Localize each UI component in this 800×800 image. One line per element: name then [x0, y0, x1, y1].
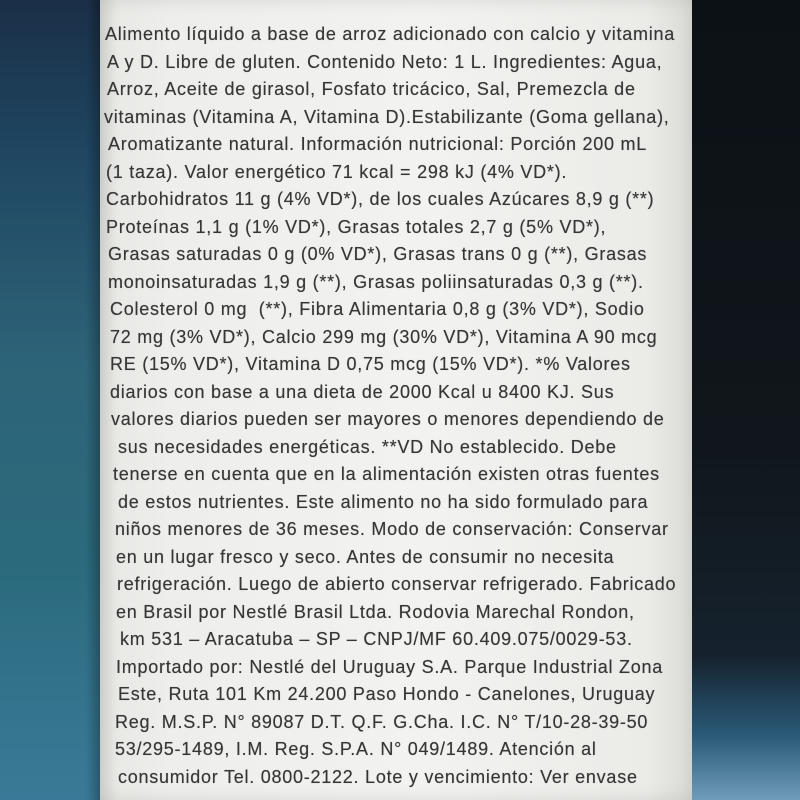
label-line: Alimento líquido a base de arroz adicionado con calcio y vitamina: [105, 24, 676, 44]
label-line: RE (15% VD*), Vitamina D 0,75 mcg (15% VD*). *% Valores: [110, 354, 631, 374]
label-line: en Brasil por Nestlé Brasil Ltda. Rodovia Marechal Rondon,: [116, 601, 635, 622]
label-line: niños menores de 36 meses. Modo de conservación: Conservar: [115, 519, 669, 539]
label-line: Aromatizante natural. Información nutricional: Porción 200 mL: [108, 134, 648, 154]
label-line: Grasas saturadas 0 g (0% VD*), Grasas trans 0 g (**), Grasas: [108, 244, 648, 264]
label-line: de estos nutrientes. Este alimento no ha sido formulado para: [118, 491, 649, 512]
label-line: refrigeración. Luego de abierto conservar refrigerado. Fabricado: [117, 574, 677, 594]
label-line: Colesterol 0 mg (**), Fibra Alimentaria 0,8 g (3% VD*), Sodio: [110, 299, 645, 319]
label-line: valores diarios pueden ser mayores o menores dependiendo de: [111, 409, 665, 429]
label-line: A y D. Libre de gluten. Contenido Neto: 1 L. Ingredientes: Agua,: [107, 51, 663, 72]
label-line: vitaminas (Vitamina A, Vitamina D).Estabilizante (Goma gellana),: [104, 106, 670, 127]
label-line: monoinsaturadas 1,9 g (**), Grasas poliinsaturadas 0,3 g (**).: [108, 271, 644, 292]
label-line: km 531 – Aracatuba – SP – CNPJ/MF 60.409.075/0029-53.: [120, 629, 633, 649]
package-edge-left: [0, 0, 104, 800]
label-line: 53/295-1489, I.M. Reg. S.P.A. N° 049/1489. Atención al: [115, 739, 597, 759]
label-line: Carbohidratos 11 g (4% VD*), de los cuales Azúcares 8,9 g (**): [106, 189, 655, 209]
label-line: Importado por: Nestlé del Uruguay S.A. Parque Industrial Zona: [116, 656, 664, 677]
label-line: Reg. M.S.P. N° 89087 D.T. Q.F. G.Cha. I.C. N° T/10-28-39-50: [115, 711, 649, 732]
label-line: 72 mg (3% VD*), Calcio 299 mg (30% VD*), Vitamina A 90 mcg: [110, 326, 658, 347]
package-edge-right: [692, 0, 800, 800]
product-label: [100, 0, 694, 800]
label-line: Proteínas 1,1 g (1% VD*), Grasas totales 2,7 g (5% VD*),: [106, 216, 607, 237]
label-text-block: [100, 21, 694, 791]
label-line: en un lugar fresco y seco. Antes de consumir no necesita: [116, 546, 615, 567]
label-line: tenerse en cuenta que en la alimentación existen otras fuentes: [113, 464, 660, 484]
label-line: Este, Ruta 101 Km 24.200 Paso Hondo - Canelones, Uruguay: [118, 684, 656, 704]
label-line: diarios con base a una dieta de 2000 Kcal u 8400 KJ. Sus: [110, 381, 615, 402]
label-line: consumidor Tel. 0800-2122. Lote y vencimiento: Ver envase: [118, 766, 638, 787]
label-line: (1 taza). Valor energético 71 kcal = 298 kJ (4% VD*).: [106, 161, 568, 182]
label-line: Arroz, Aceite de girasol, Fosfato tricácico, Sal, Premezcla de: [107, 79, 636, 99]
label-line: sus necesidades energéticas. **VD No establecido. Debe: [118, 436, 617, 457]
